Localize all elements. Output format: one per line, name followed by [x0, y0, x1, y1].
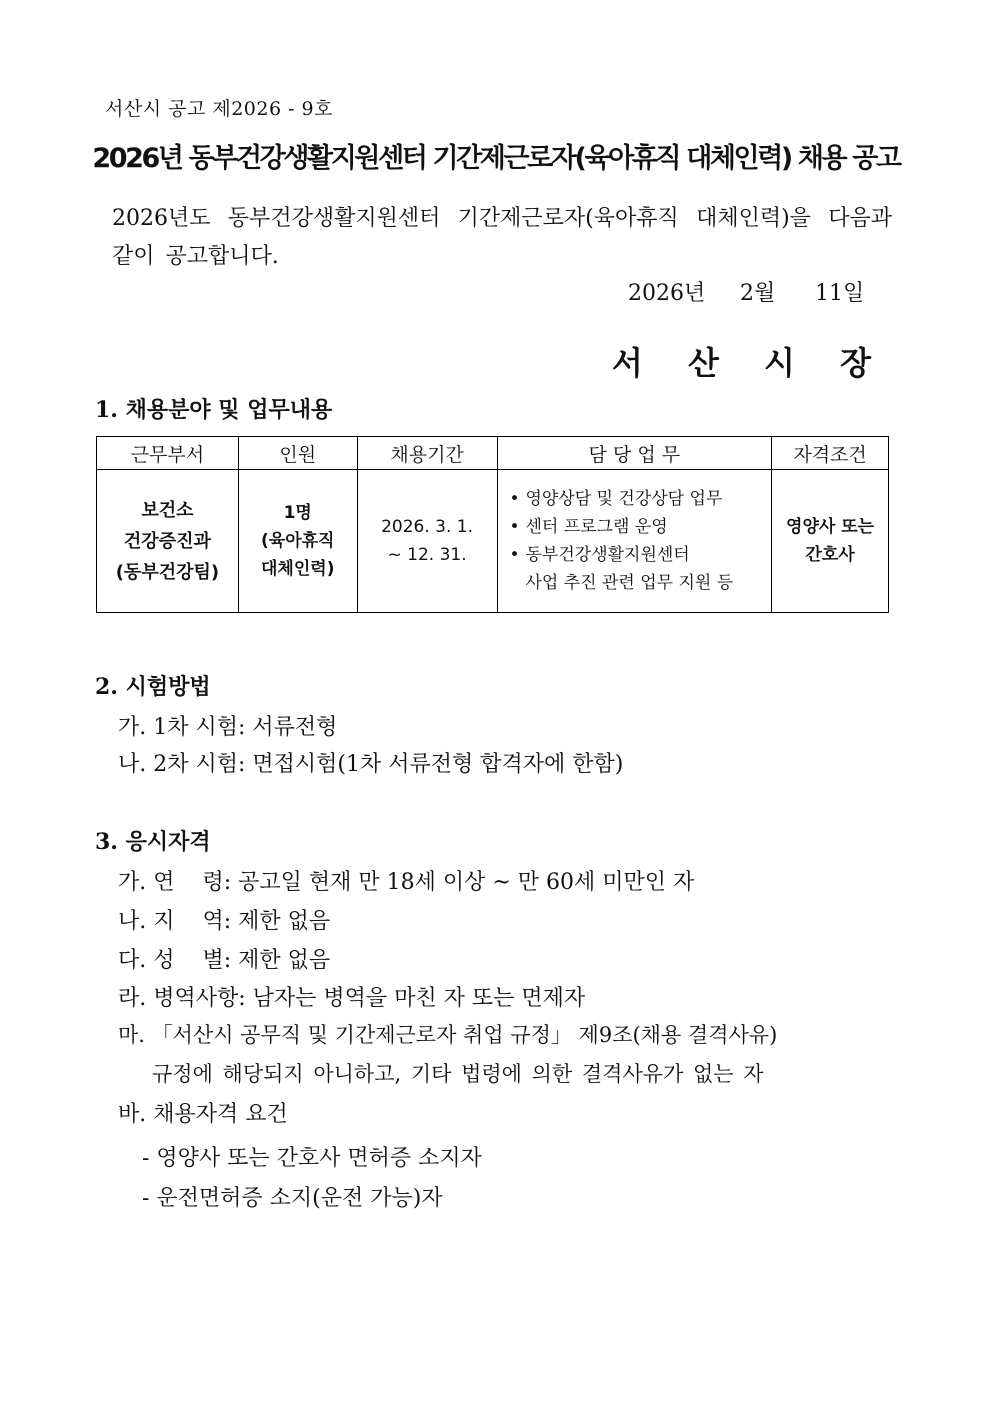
- section-1-heading: 1. 채용분야 및 업무내용: [95, 397, 333, 423]
- header-department: 근무부서: [97, 437, 239, 470]
- eligibility-item: 나. 지 역: 제한 없음: [118, 909, 331, 934]
- qual-line: 간호사: [805, 545, 855, 565]
- list-item: • 동부건강생활지원센터: [508, 541, 772, 569]
- period-line: ~ 12. 31.: [387, 545, 467, 565]
- header-duties: 담 당 업 무: [497, 437, 772, 470]
- dept-line: (동부건강팀): [115, 561, 220, 583]
- cell-qualification: [772, 470, 889, 613]
- eligibility-item: 가. 연 령: 공고일 현재 만 18세 이상 ~ 만 60세 미만인 자: [118, 870, 695, 895]
- section-2-heading: 2. 시험방법: [95, 674, 211, 700]
- header-period: 채용기간: [357, 437, 497, 470]
- dept-line: 건강증진과: [123, 530, 211, 552]
- eligibility-item-continuation: 규정에 해당되지 아니하고, 기타 법령에 의한 결격사유가 없는 자: [152, 1062, 764, 1086]
- issuer-signature: 서 산 시 장: [611, 344, 888, 382]
- list-item: • 센터 프로그램 운영: [508, 513, 772, 541]
- count-line: 대체인력): [261, 559, 335, 579]
- cell-headcount: [238, 470, 357, 613]
- cell-duties: [497, 470, 772, 613]
- table-header-row: [97, 437, 889, 470]
- eligibility-item: 바. 채용자격 요건: [118, 1102, 288, 1127]
- document-title: 2026년 동부건강생활지원센터 기간제근로자(육아휴직 대체인력) 채용 공고: [92, 143, 900, 174]
- cell-department: [97, 470, 239, 613]
- requirement-item: - 운전면허증 소지(운전 가능)자: [142, 1186, 443, 1211]
- qual-line: 영양사 또는: [786, 517, 875, 537]
- count-line: (육아휴직: [261, 531, 335, 551]
- header-qualification: 자격조건: [772, 437, 889, 470]
- duty-continuation: 사업 추진 관련 업무 지원 등: [525, 573, 734, 593]
- header-headcount: 인원: [238, 437, 357, 470]
- recruitment-table: [96, 436, 889, 613]
- eligibility-item: 다. 성 별: 제한 없음: [118, 948, 331, 973]
- exam-item: 가. 1차 시험: 서류전형: [118, 715, 338, 740]
- date-year: 2026년: [628, 281, 706, 306]
- duties-list: [508, 485, 772, 569]
- eligibility-item: 라. 병역사항: 남자는 병역을 마친 자 또는 면제자: [118, 986, 586, 1011]
- date-day: 11일: [815, 281, 865, 306]
- date-month: 2월: [740, 281, 776, 306]
- list-item: • 영양상담 및 건강상담 업무: [508, 485, 772, 513]
- intro-text: 2026년도 동부건강생활지원센터 기간제근로자(육아휴직 대체인력)을 다음과 같이 공고합니다.: [112, 206, 892, 269]
- eligibility-item: 마. 「서산시 공무직 및 기간제근로자 취업 규정」 제9조(채용 결격사유): [118, 1023, 778, 1047]
- section-3-heading: 3. 응시자격: [95, 829, 211, 855]
- cell-period: [357, 470, 497, 613]
- requirement-item: - 영양사 또는 간호사 면허증 소지자: [142, 1146, 482, 1171]
- exam-item: 나. 2차 시험: 면접시험(1차 서류전형 합격자에 한함): [118, 752, 624, 777]
- count-line: 1명: [283, 503, 312, 523]
- table-row: [97, 470, 889, 613]
- notice-number: 서산시 공고 제2026 - 9호: [105, 98, 333, 120]
- dept-line: 보건소: [141, 499, 194, 521]
- period-line: 2026. 3. 1.: [381, 517, 474, 537]
